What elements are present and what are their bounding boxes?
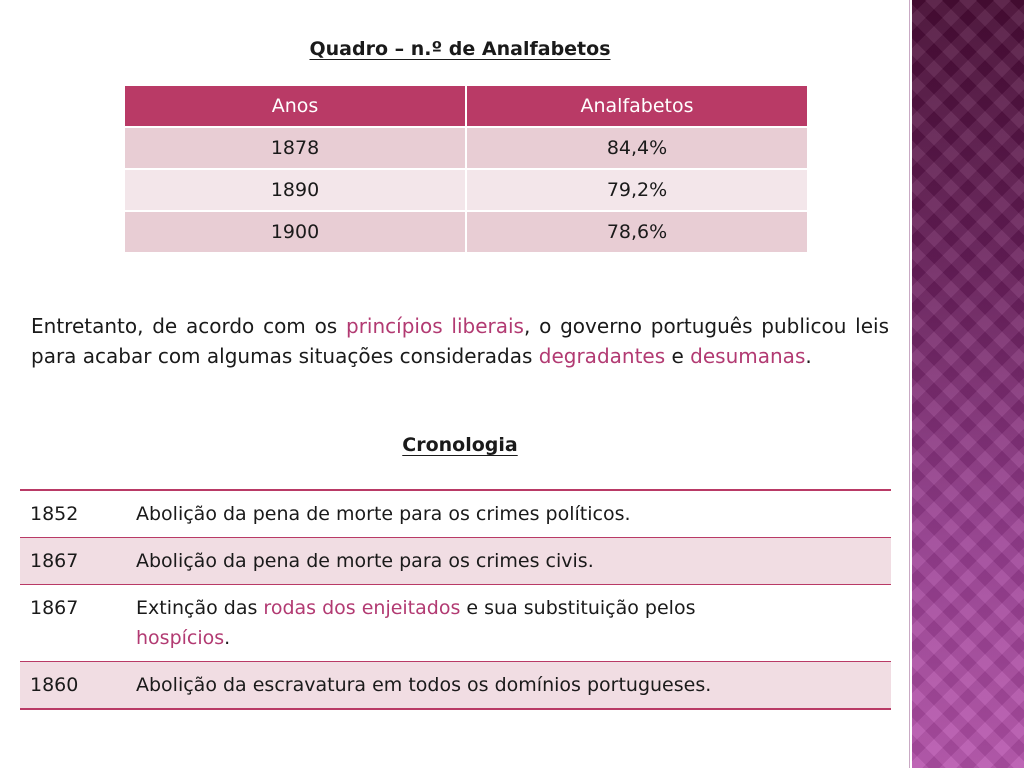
chronology-year: 1867 [20,585,136,662]
event-text: e sua substituição pelos [460,597,696,619]
year-cell: 1900 [125,211,466,252]
value-cell: 79,2% [466,169,807,211]
year-cell: 1878 [125,127,466,169]
chronology-title: Cronologia [402,434,518,456]
table-header-row [125,86,807,127]
table-row [125,169,807,211]
chronology-year: 1852 [20,490,136,538]
decorative-side-band [912,0,1024,768]
chronology-row [20,538,891,585]
body-paragraph [31,311,889,371]
event-text: . [224,627,231,649]
year-cell: 1890 [125,169,466,211]
paragraph-text: e [665,344,691,368]
chronology-table [20,489,891,710]
value-cell: 84,4% [466,127,807,169]
chronology-event [136,585,891,662]
side-divider [909,0,910,768]
paragraph-text: , o governo português publicou leis para acabar com algumas situações consideradas [31,314,889,368]
chronology-row [20,490,891,538]
chronology-year: 1860 [20,662,136,710]
header-analfabetos: Analfabetos [466,86,807,127]
chronology-row [20,662,891,710]
chronology-event: Abolição da escravatura em todos os domínios portugueses. [136,662,891,710]
table-row [125,211,807,252]
paragraph-text: Entretanto, de acordo com os [31,314,346,338]
highlight-hospicios: hospícios [136,627,225,649]
table-row [125,127,807,169]
highlight-degradantes: degradantes [538,344,666,368]
chronology-year: 1867 [20,538,136,585]
chronology-event: Abolição da pena de morte para os crimes civis. [136,538,891,585]
illiteracy-table [125,86,807,252]
table-title: Quadro – n.º de Analfabetos [309,38,611,60]
highlight-principios-liberais: princípios liberais [346,314,524,338]
highlight-rodas-dos-enjeitados: rodas dos enjeitados [263,597,461,619]
paragraph-text: . [805,344,812,368]
chronology-event: Abolição da pena de morte para os crimes políticos. [136,490,891,538]
header-anos: Anos [125,86,466,127]
chronology-row [20,585,891,662]
highlight-desumanas: desumanas [690,344,806,368]
value-cell: 78,6% [466,211,807,252]
event-text: Extinção das [136,597,264,619]
